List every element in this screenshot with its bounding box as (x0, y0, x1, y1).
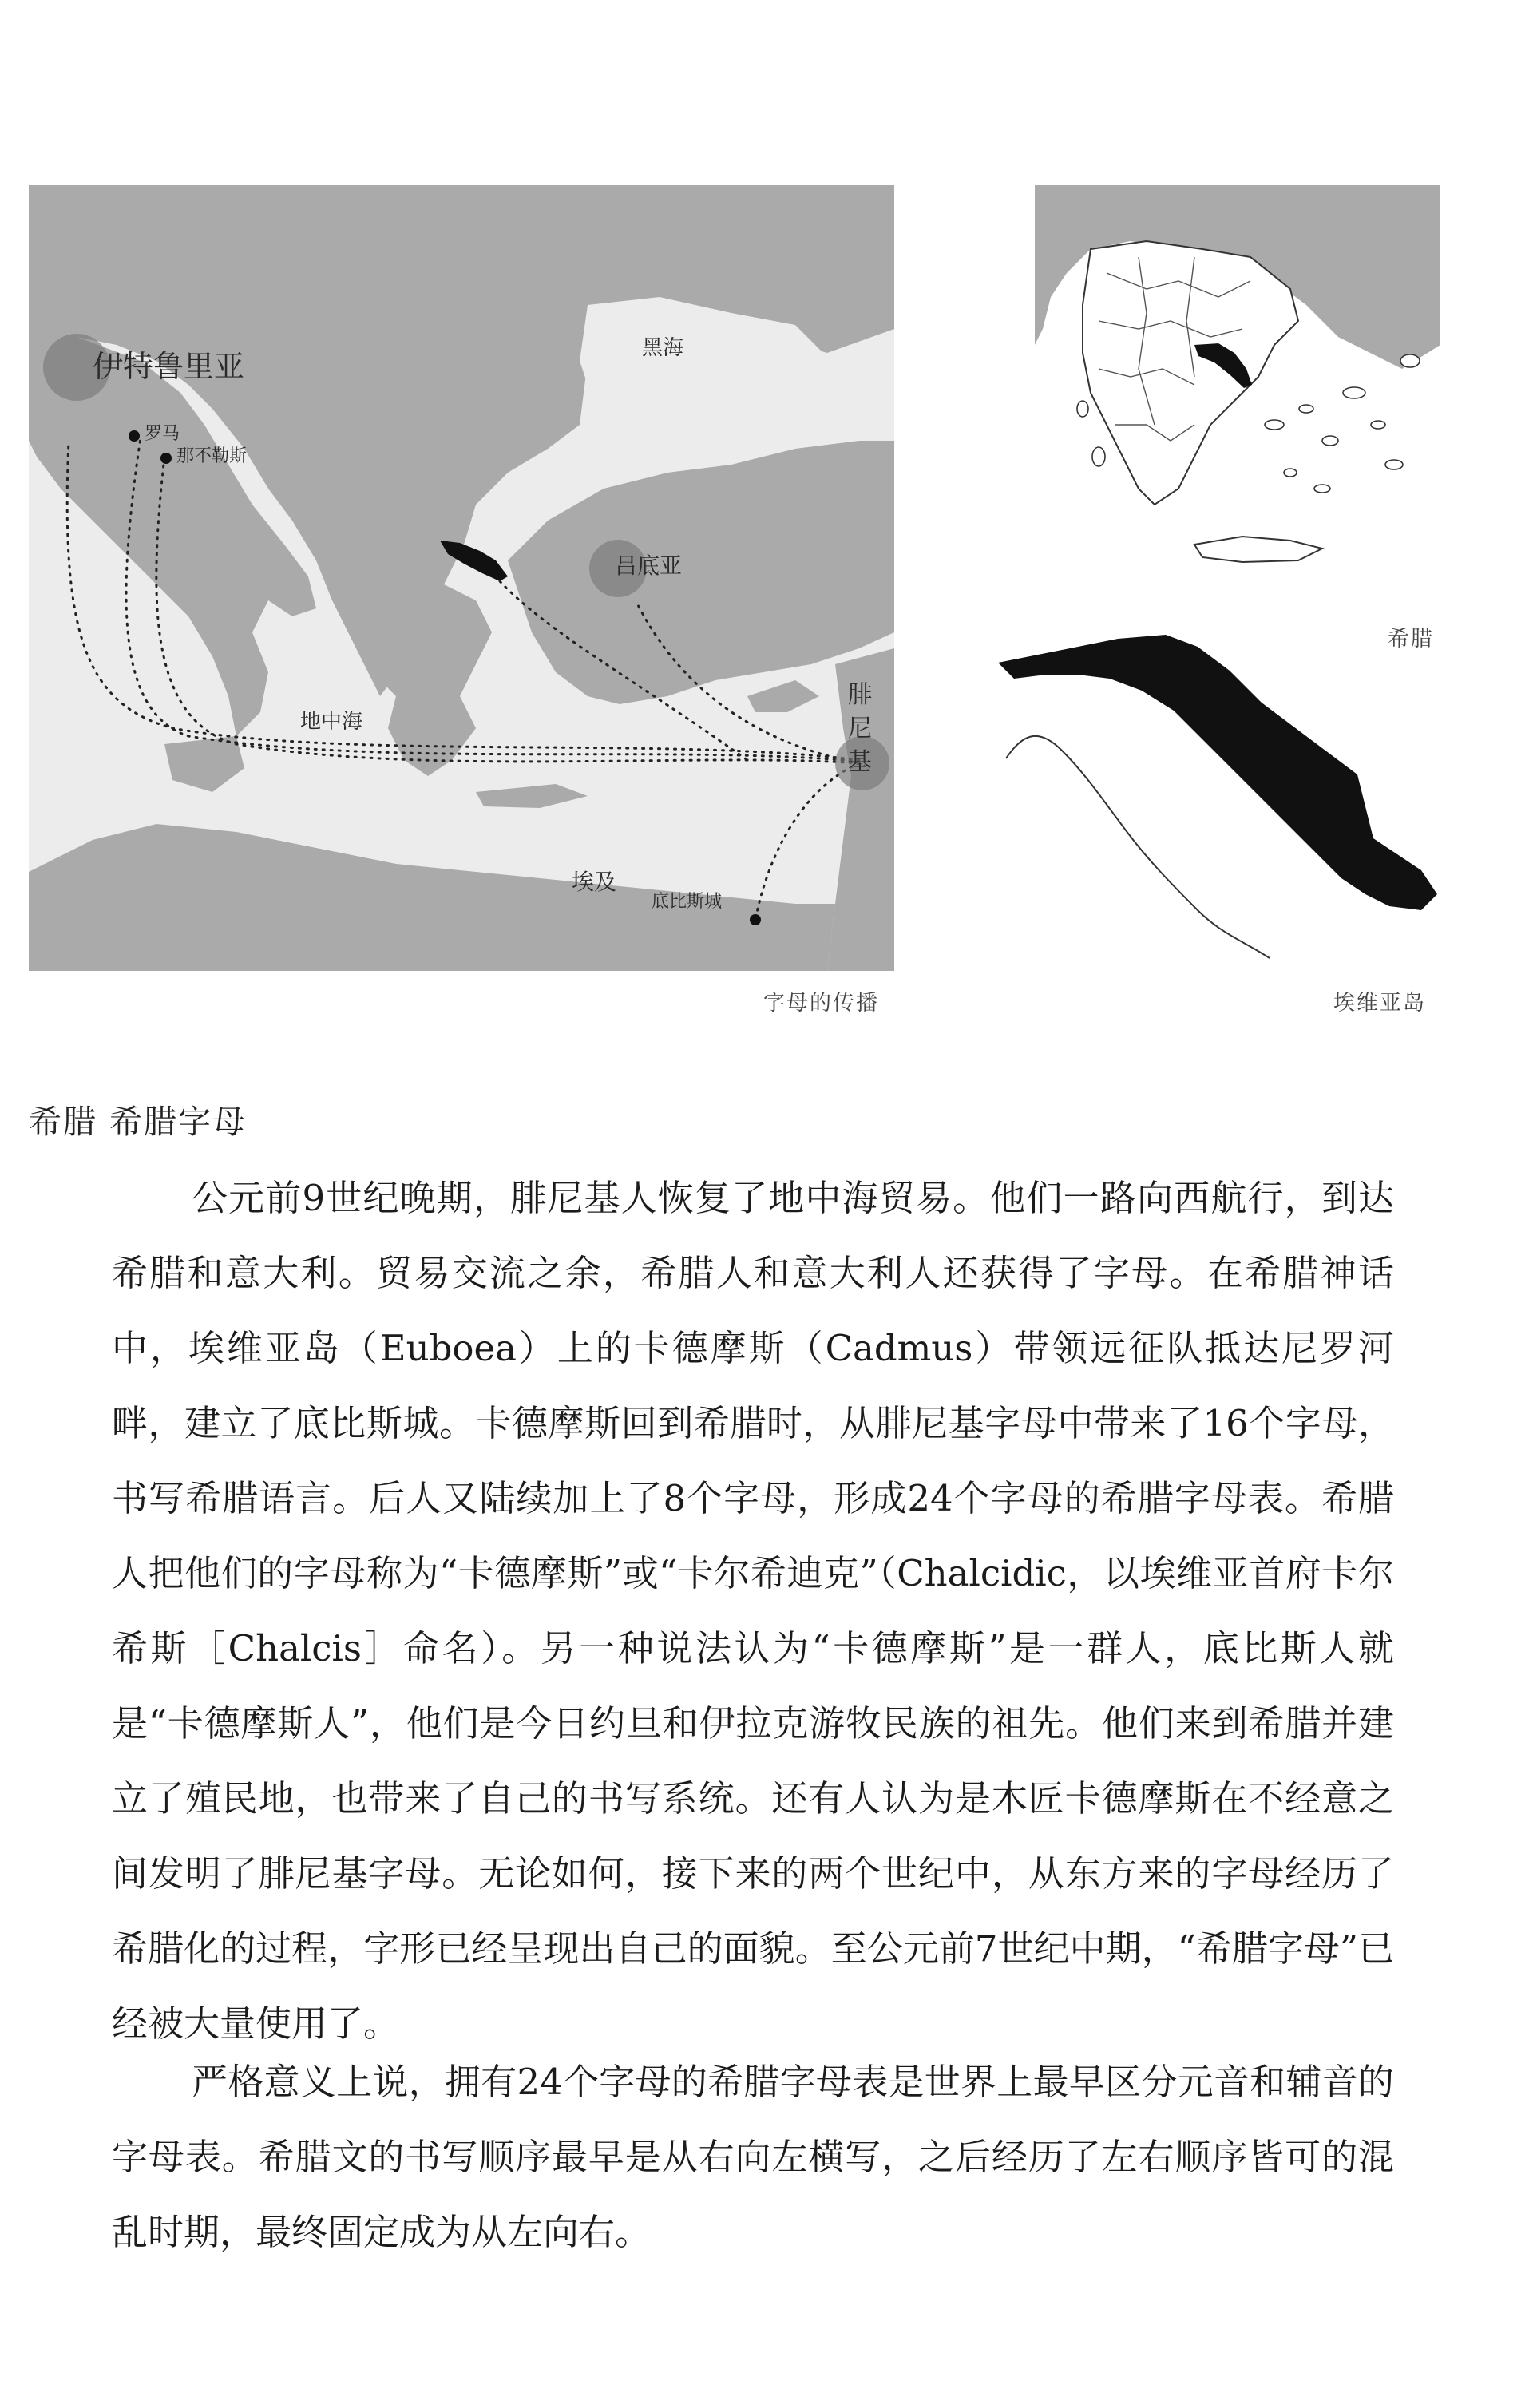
label-rome: 罗马 (145, 424, 180, 444)
section-heading: 希腊 希腊字母 (29, 1103, 248, 1141)
label-phoenicia-2: 尼 (848, 715, 872, 743)
rome-dot (129, 430, 140, 442)
map-caption-euboea: 埃维亚岛 (1333, 991, 1426, 1016)
label-phoenicia-1: 腓 (848, 681, 872, 709)
label-naples: 那不勒斯 (176, 446, 248, 466)
map-caption-spread: 字母的传播 (763, 991, 879, 1016)
naples-dot (160, 453, 172, 464)
map-caption-greece: 希腊 (1388, 627, 1434, 652)
label-black-sea: 黑海 (642, 336, 684, 360)
label-thebes: 底比斯城 (652, 892, 723, 912)
paragraph-1: 公元前9世纪晚期，腓尼基人恢复了地中海贸易。他们一路向西航行，到达希腊和意大利。贸易交流之余，希腊人和意大利人还获得了字母。在希腊神话中，埃维亚岛（Euboea）上的卡德摩斯（Cadmus）带领远征队抵达尼罗河畔，建立了底比斯城。卡德摩斯回到希腊时，从腓尼基字母中带来了16个字母，书写希腊语言。后人又陆续加上了8个字母，形成24个字母的希腊字母表。希腊人把他们的字母称为“卡德摩斯”或“卡尔希迪克”（Chalcidic，以埃维亚首府卡尔希斯［Chalcis］命名）。另一种说法认为“卡德摩斯”是一群人，底比斯人就是“卡德摩斯人”，他们是今日约旦和伊拉克游牧民族的祖先。他们来到希腊并建立了殖民地，也带来了自己的书写系统。还有人认为是木匠卡德摩斯在不经意之间发明了腓尼基字母。无论如何，接下来的两个世纪中，从东方来的字母经历了希腊化的过程，字形已经呈现出自己的面貌。至公元前7世纪中期，“希腊字母”已经被大量使用了。 (112, 1177, 1394, 2045)
euboea-coast-line (1006, 736, 1270, 958)
euboea-island (998, 635, 1437, 910)
label-phoenicia-3: 基 (848, 748, 872, 776)
thebes-dot (750, 914, 761, 925)
paragraph-2: 严格意义上说，拥有24个字母的希腊字母表是世界上最早区分元音和辅音的字母表。希腊文的书写顺序最早是从右向左横写，之后经历了左右顺序皆可的混乱时期，最终固定成为从左向右。 (112, 2061, 1394, 2253)
greece-map (1035, 185, 1440, 636)
label-lydia: 吕底亚 (615, 552, 683, 579)
label-egypt: 埃及 (572, 869, 617, 895)
label-etruria: 伊特鲁里亚 (93, 349, 245, 384)
euboea-map (990, 591, 1453, 974)
alphabet-spread-map (29, 185, 894, 971)
label-mediterranean: 地中海 (300, 710, 363, 734)
